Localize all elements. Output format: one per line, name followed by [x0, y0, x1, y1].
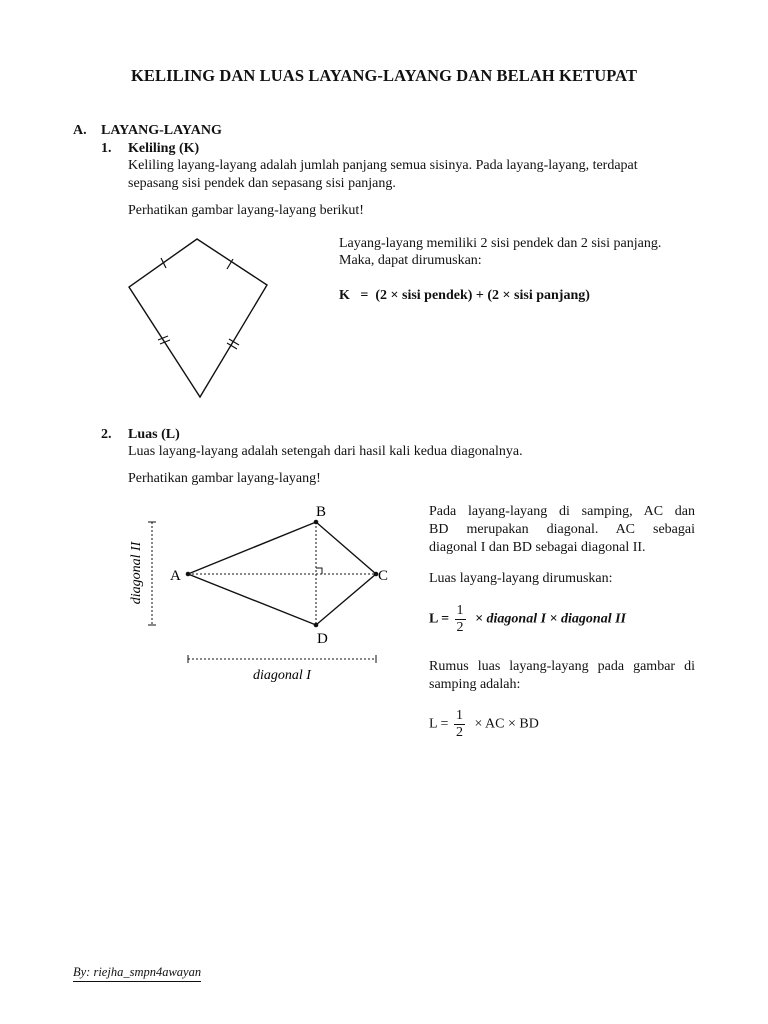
tick-short-left — [161, 258, 166, 268]
item2-apply-line2: samping adalah: — [429, 677, 521, 692]
label-diagonal-2: diagonal II — [129, 541, 144, 605]
formula2-lhs: L = — [429, 716, 449, 732]
footer-author: By: riejha_smpn4awayan — [73, 965, 201, 982]
label-c: C — [378, 568, 389, 584]
luas-formula-general — [429, 603, 626, 636]
item1-number: 1. — [101, 141, 112, 156]
vertex-b — [314, 520, 319, 525]
item1-explain-line1: Layang-layang memiliki 2 sisi pendek dan 2 sisi panjang. — [339, 236, 662, 251]
item1-instruction: Perhatikan gambar layang-layang berikut! — [128, 203, 364, 218]
item1-heading: Keliling (K) — [128, 141, 200, 156]
item1-desc-line2: sepasang sisi pendek dan sepasang sisi panjang. — [128, 176, 396, 191]
item2-explain-line1: Pada layang-layang di samping, AC dan — [429, 504, 695, 519]
formula1-lhs: L = — [429, 611, 450, 627]
item2-desc: Luas layang-layang adalah setengah dari hasil kali kedua diagonalnya. — [128, 444, 523, 459]
formula1-numerator: 1 — [456, 603, 464, 618]
page-title: KELILING DAN LUAS LAYANG-LAYANG DAN BELAH KETUPAT — [130, 66, 638, 85]
keliling-formula: K = (2 × sisi pendek) + (2 × sisi panjang) — [339, 288, 590, 303]
formula2-fraction — [454, 708, 465, 741]
item2-formula-intro: Luas layang-layang dirumuskan: — [429, 571, 613, 586]
formula2-rhs: × AC × BD — [474, 716, 539, 732]
label-b: B — [316, 504, 327, 520]
item2-heading: Luas (L) — [128, 427, 180, 442]
item1-explain-line2: Maka, dapat dirumuskan: — [339, 253, 482, 268]
formula1-denominator: 2 — [456, 620, 464, 635]
vertex-a — [186, 572, 191, 577]
item2-explain-line3: diagonal I dan BD sebagai diagonal II. — [429, 540, 646, 555]
item2-instruction: Perhatikan gambar layang-layang! — [128, 471, 321, 486]
item2-number: 2. — [101, 427, 112, 442]
vertex-d — [314, 623, 319, 628]
kite-figure-luas — [120, 498, 410, 688]
section-heading: LAYANG-LAYANG — [101, 123, 222, 138]
right-angle-mark — [316, 568, 322, 574]
formula2-denominator: 2 — [455, 725, 463, 740]
label-d: D — [317, 631, 328, 647]
kite-figure-keliling — [120, 232, 280, 402]
label-diagonal-1: diagonal I — [253, 668, 311, 683]
item2-apply-line1: Rumus luas layang-layang pada gambar di — [429, 659, 695, 674]
section-marker: A. — [73, 123, 87, 138]
label-a: A — [170, 568, 181, 584]
luas-formula-specific — [429, 708, 539, 741]
item2-explain-line2: BD merupakan diagonal. AC sebagai — [429, 522, 695, 537]
formula1-fraction — [455, 603, 466, 636]
kite-outline — [129, 239, 267, 397]
item1-desc-line1: Keliling layang-layang adalah jumlah panjang semua sisinya. Pada layang-layang, terdapat — [128, 158, 638, 173]
formula1-rhs: × diagonal I × diagonal II — [475, 611, 626, 627]
formula2-numerator: 1 — [455, 708, 463, 723]
